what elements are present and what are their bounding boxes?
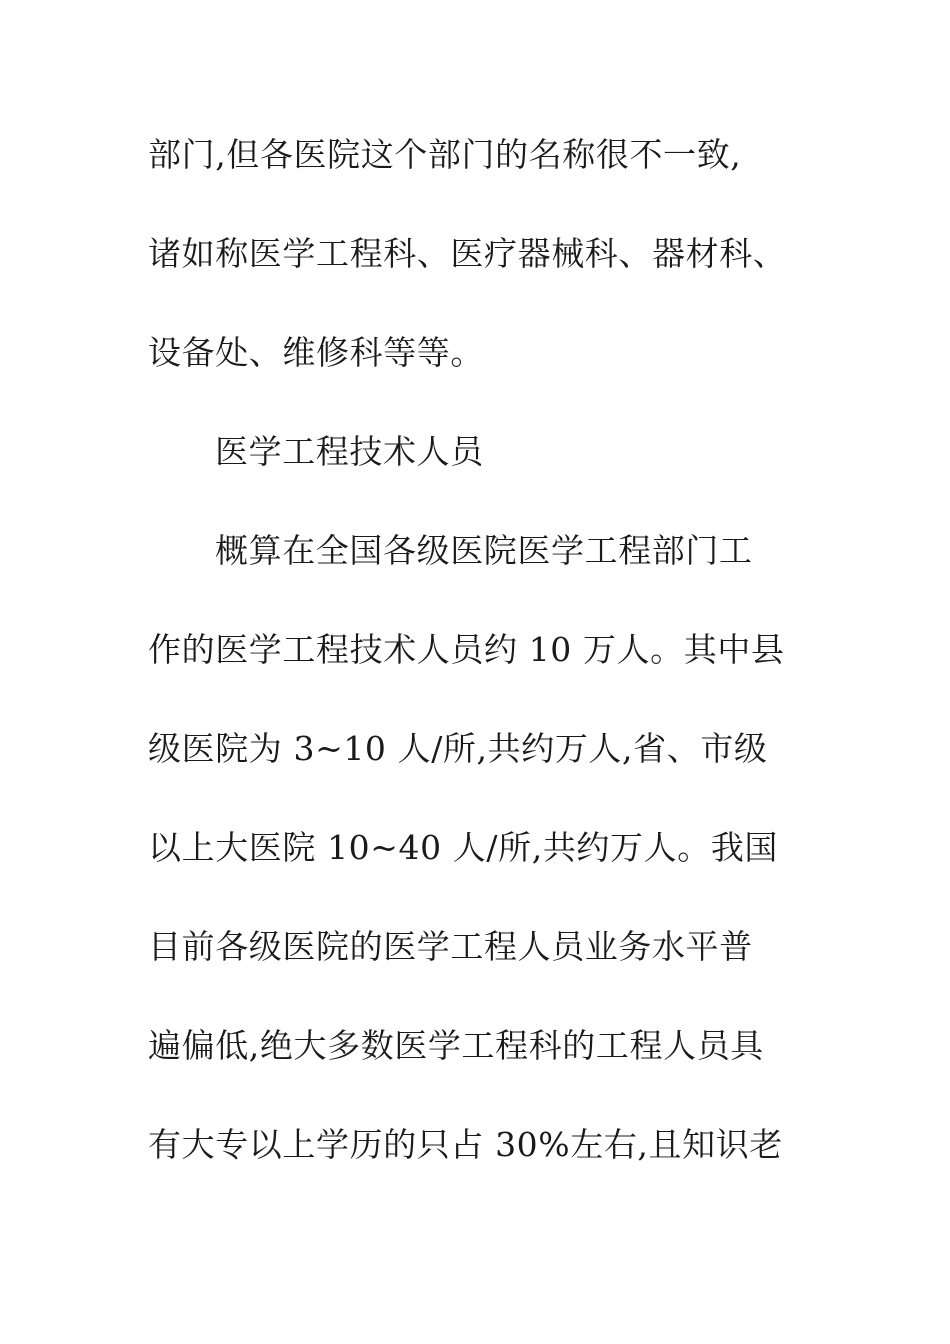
text-line: 遍偏低,绝大多数医学工程科的工程人员具 [148, 1026, 764, 1065]
paragraph-first-line: 概算在全国各级医院医学工程部门工 [215, 531, 753, 570]
section-heading: 医学工程技术人员 [215, 432, 484, 471]
text-line: 诸如称医学工程科、医疗器械科、器材科、 [148, 234, 787, 273]
text-line: 有大专以上学历的只占 30%左右,且知识老 [148, 1125, 783, 1164]
text-line: 以上大医院 10~40 人/所,共约万人。我国 [148, 828, 779, 867]
text-line: 作的医学工程技术人员约 10 万人。其中县 [148, 630, 785, 669]
text-line: 级医院为 3~10 人/所,共约万人,省、市级 [148, 729, 768, 768]
text-line: 目前各级医院的医学工程人员业务水平普 [148, 927, 753, 966]
text-line: 部门,但各医院这个部门的名称很不一致, [148, 135, 742, 174]
text-line: 设备处、维修科等等。 [148, 333, 484, 372]
